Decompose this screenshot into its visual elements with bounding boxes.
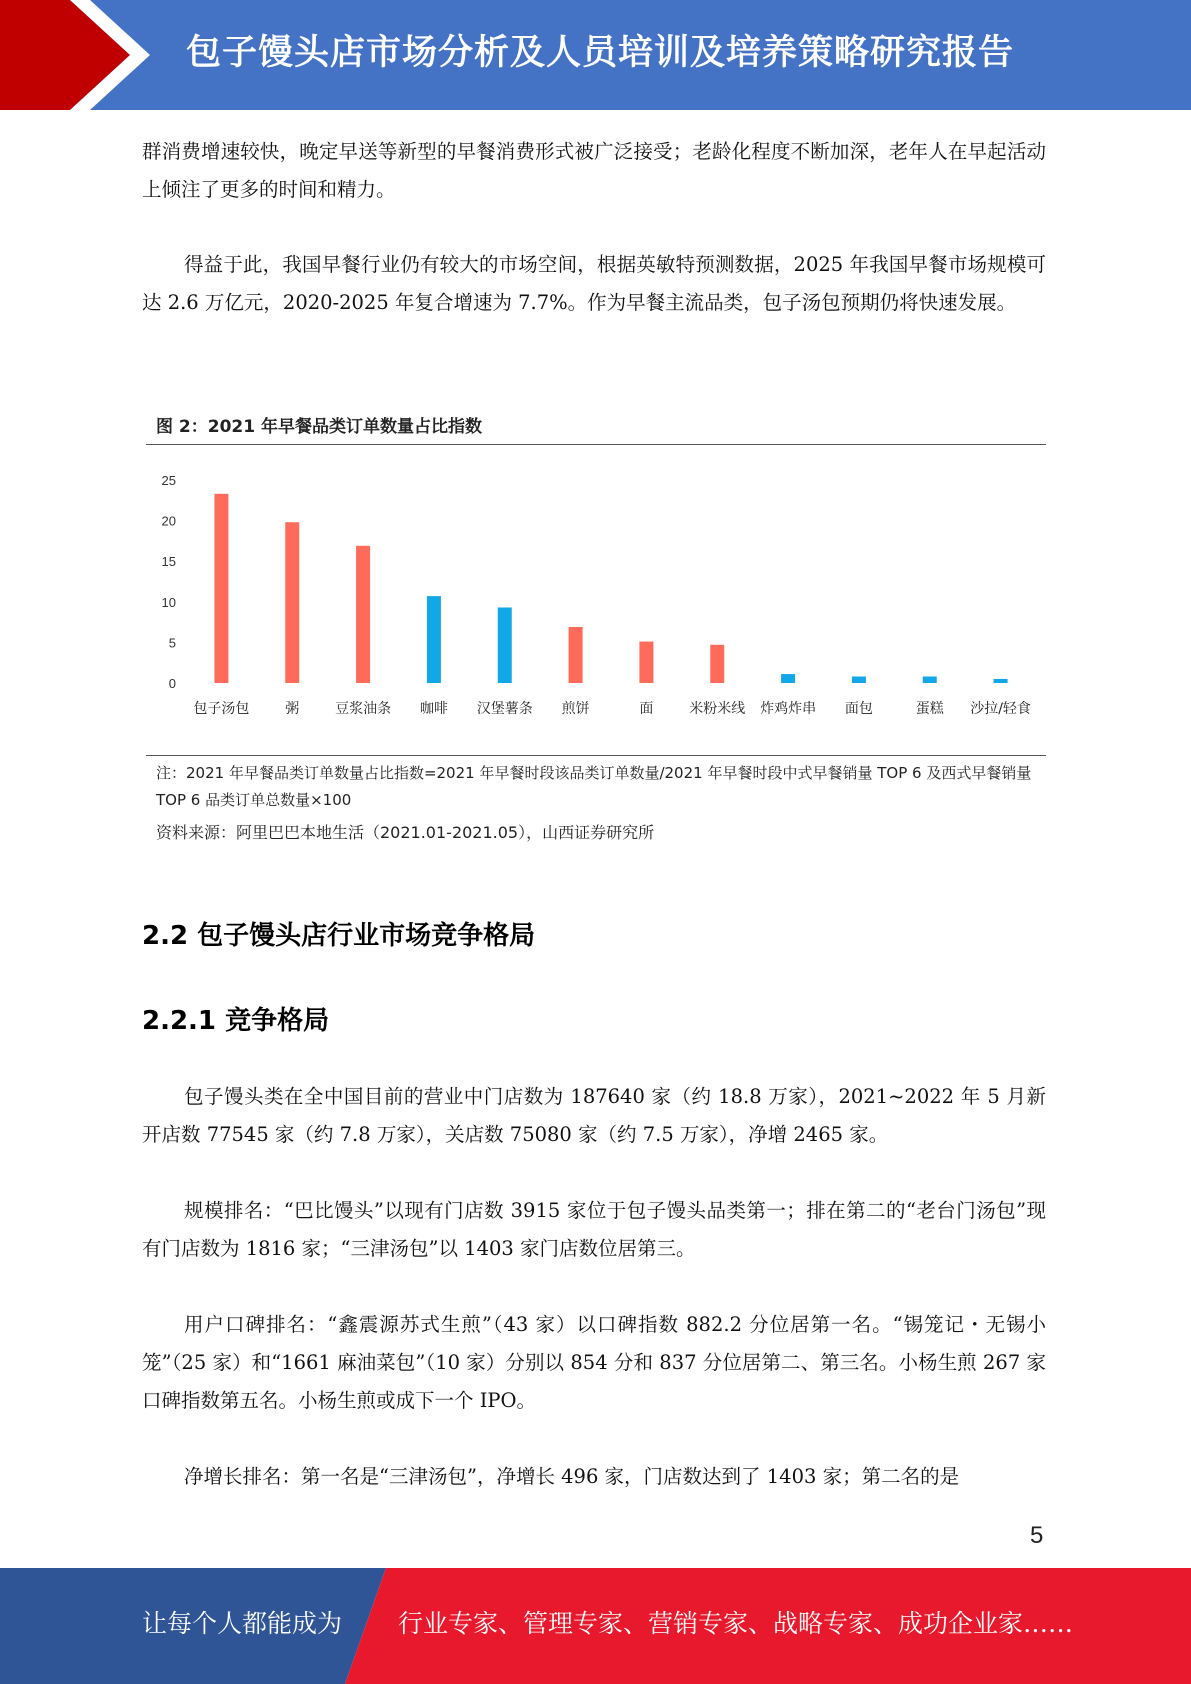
bar [498, 607, 512, 683]
subsection-heading: 2.2.1 竞争格局 [142, 1006, 330, 1036]
bar [285, 522, 299, 683]
x-tick-label: 煎饼 [561, 701, 590, 717]
y-tick-label: 0 [168, 676, 176, 691]
y-tick-label: 10 [161, 594, 176, 610]
x-tick-label: 汉堡薯条 [476, 701, 533, 717]
bar [710, 645, 724, 683]
x-tick-label: 面包 [844, 701, 873, 717]
bar [781, 674, 795, 683]
y-tick-label: 15 [161, 554, 176, 570]
footer-slogan-right: 行业专家、管理专家、营销专家、战略专家、成功企业家…… [398, 1609, 1074, 1638]
section-heading: 2.2 包子馒头店行业市场竞争格局 [142, 921, 536, 951]
page-footer [0, 1568, 1191, 1684]
x-tick-label: 米粉米线 [689, 701, 746, 717]
y-tick-label: 25 [161, 473, 176, 488]
bar [994, 679, 1008, 683]
x-tick-label: 沙拉/轻食 [970, 701, 1031, 717]
figure-top-rule [146, 444, 1046, 445]
x-tick-label: 豆浆油条 [335, 701, 392, 717]
bar [356, 546, 370, 683]
x-tick-label: 面 [639, 701, 654, 717]
y-tick-label: 5 [168, 635, 176, 651]
paragraph: 得益于此，我国早餐行业仍有较大的市场空间，根据英敏特预测数据，2025 年我国早餐市场规模可达 2.6 万亿元，2020-2025 年复合增速为 7.7%。作为早餐主流品类，包子汤包预期仍将快速发展。 [142, 253, 1046, 314]
page-number: 5 [1030, 1522, 1044, 1549]
paragraph: 包子馒头类在全中国目前的营业中门店数为 187640 家（约 18.8 万家），2021~2022 年 5 月新开店数 77545 家（约 7.8 万家），关店数 75080 家（约 7.5 万家），净增 2465 家。 [142, 1085, 1046, 1146]
x-tick-label: 蛋糕 [915, 701, 944, 717]
x-tick-label: 粥 [285, 701, 300, 717]
figure-bottom-rule [146, 755, 1046, 756]
paragraph: 群消费增速较快，晚定早送等新型的早餐消费形式被广泛接受；老龄化程度不断加深，老年人在早起活动上倾注了更多的时间和精力。 [142, 140, 1046, 201]
page-header [0, 0, 1191, 110]
figure-source: 资料来源：阿里巴巴本地生活（2021.01-2021.05），山西证券研究所 [156, 823, 655, 842]
x-tick-label: 咖啡 [419, 701, 448, 717]
header-title: 包子馒头店市场分析及人员培训及培养策略研究报告 [186, 33, 1015, 73]
y-tick-label: 20 [161, 513, 176, 529]
bar [639, 642, 653, 683]
bar [214, 494, 228, 683]
bar [427, 596, 441, 683]
footer-slogan-left: 让每个人都能成为 [142, 1609, 343, 1638]
figure-note: 注：2021 年早餐品类订单数量占比指数=2021 年早餐时段该品类订单数量/2021 年早餐时段中式早餐销量 TOP 6 及西式早餐销量 TOP 6 品类订单总数量×100 [156, 764, 1032, 809]
x-tick-label: 炸鸡炸串 [760, 701, 817, 717]
paragraph: 规模排名：“巴比馒头”以现有门店数 3915 家位于包子馒头品类第一；排在第二的“老台门汤包”现有门店数为 1816 家；“三津汤包”以 1403 家门店数位居第三。 [142, 1199, 1046, 1260]
header-arrow-decoration [0, 0, 170, 110]
bar [923, 677, 937, 683]
bar-chart [146, 455, 1046, 745]
x-tick-label: 包子汤包 [193, 701, 250, 717]
bar [852, 677, 866, 683]
bar [569, 627, 583, 683]
figure-title: 图 2：2021 年早餐品类订单数量占比指数 [156, 417, 482, 437]
paragraph: 用户口碑排名：“鑫震源苏式生煎”（43 家）以口碑指数 882.2 分位居第一名。“锡笼记・无锡小笼”（25 家）和“1661 麻油菜包”（10 家）分别以 854 分和 837 分位居第二、第三名。小杨生煎 267 家口碑指数第五名。小杨生煎或成下一个 IPO。 [142, 1313, 1046, 1412]
paragraph: 净增长排名：第一名是“三津汤包”，净增长 496 家，门店数达到了 1403 家；第二名的是 [184, 1465, 960, 1488]
